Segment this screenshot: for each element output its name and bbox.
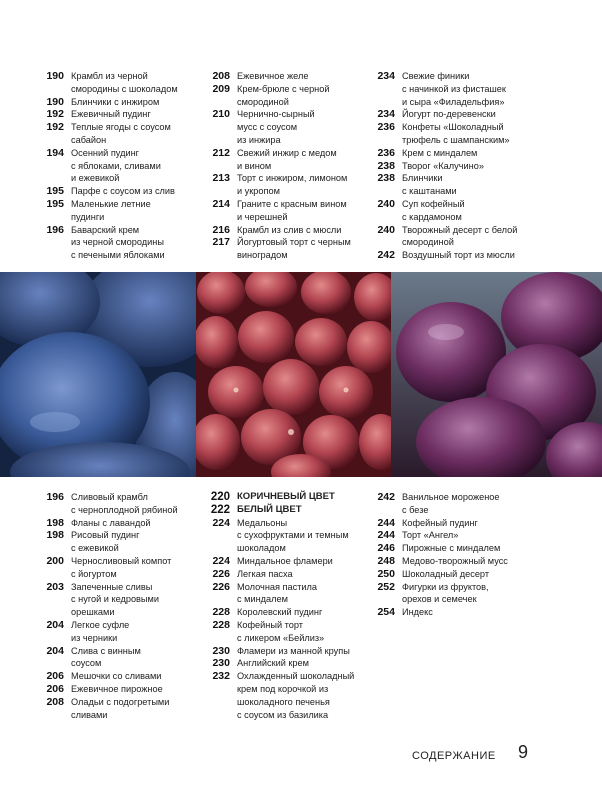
entry-page-number: 208 — [212, 70, 230, 82]
entry-title: Фигурки из фруктов, орехов и семечек — [402, 581, 489, 605]
entry-page-number: 230 — [212, 657, 230, 670]
toc-entry — [375, 198, 555, 224]
entry-page-number: 204 — [46, 618, 64, 631]
toc-entry — [375, 172, 555, 198]
entry-page-number: 222 — [210, 503, 230, 516]
entry-page-number: 192 — [46, 108, 64, 121]
entry-page-number: 244 — [377, 516, 395, 529]
entry-title: Ежевичное пирожное — [71, 683, 163, 694]
entry-page-number: 224 — [212, 554, 230, 567]
toc-entry — [44, 147, 204, 185]
section-heading — [210, 504, 370, 517]
entry-title: Свежие финики с начинкой из фисташек и сыра «Филадельфия» — [402, 71, 506, 107]
entry-page-number: 208 — [46, 695, 64, 708]
entry-title: Воздушный торт из мюсли — [402, 250, 515, 261]
toc-entry — [44, 491, 204, 517]
entry-page-number: 250 — [377, 567, 395, 580]
entry-page-number: 228 — [212, 606, 230, 619]
entry-page-number: 232 — [212, 670, 230, 683]
entry-page-number: 254 — [377, 606, 395, 619]
entry-page-number: 196 — [46, 223, 64, 236]
toc-entry — [210, 581, 370, 607]
entry-title: Легкое суфле из черники — [71, 619, 130, 643]
entry-page-number: 192 — [46, 121, 64, 134]
entry-title: Творог «Калучино» — [402, 160, 484, 171]
toc-entry — [44, 670, 204, 683]
entry-title: Йогуртовый торт с черным виноградом — [237, 237, 351, 261]
entry-page-number: 212 — [212, 146, 230, 159]
entry-title: Фланы с лавандой — [71, 517, 151, 528]
entry-title: Суп кофейный с кардамоном — [402, 198, 465, 222]
entry-page-number: 230 — [212, 644, 230, 657]
entry-page-number: 195 — [46, 185, 64, 198]
entry-page-number: 203 — [46, 580, 64, 593]
toc-entry — [375, 224, 555, 250]
entry-page-number: 246 — [377, 542, 395, 555]
entry-page-number: 236 — [377, 121, 395, 134]
entry-title: Английский крем — [237, 658, 309, 669]
entry-page-number: 210 — [212, 108, 230, 121]
entry-title: Охлажденный шоколадный крем под корочкой из шоколадного печенья с соусом из базилика — [237, 671, 355, 720]
entry-title: Мешочки со сливами — [71, 671, 162, 682]
entry-title: Торт с инжиром, лимоном и укропом — [237, 173, 348, 197]
entry-page-number: 198 — [46, 529, 64, 542]
entry-title: Фламери из манной крупы — [237, 645, 350, 656]
entry-title: Маленькие летние пудинги — [71, 198, 151, 222]
entry-title: Крем с миндалем — [402, 147, 478, 158]
entry-page-number: 226 — [212, 580, 230, 593]
photo-blue-plums — [0, 272, 196, 477]
entry-title: Пирожные с миндалем — [402, 543, 501, 554]
toc-entry — [44, 683, 204, 696]
toc-entry — [44, 121, 204, 147]
entry-title: Рисовый пудинг с ежевикой — [71, 530, 140, 554]
toc-entry — [375, 581, 555, 607]
toc-entry — [210, 568, 370, 581]
toc-entry — [44, 529, 204, 555]
entry-title: Ванильное мороженое с безе — [402, 492, 500, 515]
toc-entry — [210, 147, 370, 173]
photo-hazelnuts — [196, 272, 391, 477]
entry-page-number: 234 — [377, 70, 395, 82]
entry-title: Блинчики с каштанами — [402, 173, 457, 197]
entry-title: Парфе с соусом из слив — [71, 186, 175, 197]
entry-title: Творожный десерт с белой смородиной — [402, 224, 518, 248]
toc-entry — [44, 517, 204, 530]
entry-page-number: 236 — [377, 146, 395, 159]
entry-page-number: 252 — [377, 580, 395, 593]
entry-title: Торт «Ангел» — [402, 530, 459, 541]
toc-entry — [44, 555, 204, 581]
entry-page-number: 195 — [46, 197, 64, 210]
entry-page-number: 206 — [46, 682, 64, 695]
toc-entry — [210, 517, 370, 555]
entry-title: Конфеты «Шоколадный трюфель с шампанским» — [402, 122, 510, 145]
toc-entry — [44, 70, 204, 96]
toc-entry — [210, 606, 370, 619]
entry-title: Ежевичный пудинг — [71, 109, 151, 120]
toc-entry — [44, 108, 204, 121]
toc-entry — [375, 108, 555, 121]
toc-entry — [44, 185, 204, 198]
toc-entry — [44, 198, 204, 224]
entry-page-number: 220 — [210, 491, 230, 503]
toc-entry — [210, 670, 370, 721]
entry-title: Медово-творожный мусс — [402, 555, 508, 566]
entry-page-number: 213 — [212, 172, 230, 185]
toc-entry — [375, 147, 555, 160]
toc-entry — [210, 108, 370, 146]
entry-title: Крамбл из слив с мюсли — [237, 224, 342, 235]
photo-strip — [0, 272, 602, 477]
toc-entry — [375, 121, 555, 147]
entry-title: Крамбл из черной смородины с шоколадом — [71, 71, 178, 94]
entry-title: Ежевичное желе — [237, 71, 309, 81]
entry-title: Баварский крем из черной смородины с печеными яблоками — [71, 224, 165, 261]
toc-entry — [210, 172, 370, 198]
entry-title: Блинчики с инжиром — [71, 96, 160, 107]
entry-page-number: 190 — [46, 95, 64, 108]
entry-title: Крем-брюле с черной смородиной — [237, 83, 330, 107]
entry-title: Шоколадный десерт — [402, 568, 490, 579]
toc-entry — [375, 529, 555, 542]
page-number: 9 — [518, 742, 529, 762]
entry-page-number: 244 — [377, 529, 395, 542]
entry-page-number: 228 — [212, 618, 230, 631]
entry-title: Свежий инжир с медом и вином — [237, 147, 337, 171]
toc-entry — [210, 70, 370, 83]
entry-title: Слива с винным соусом — [71, 645, 141, 669]
toc-entry — [210, 619, 370, 645]
entry-title: Сливовый крамбл с черноплодной рябиной — [71, 492, 178, 515]
entry-title: Миндальное фламери — [237, 555, 333, 566]
toc-entry — [375, 491, 555, 517]
entry-page-number: 190 — [46, 70, 64, 82]
entry-page-number: 206 — [46, 670, 64, 683]
toc-entry — [375, 555, 555, 568]
toc-entry — [44, 645, 204, 671]
entry-title: КОРИЧНЕВЫЙ ЦВЕТ — [237, 491, 335, 502]
entry-title: Осенний пудинг с яблоками, сливами и ежевикой — [71, 147, 161, 184]
entry-title: Оладьи с подогретыми сливами — [71, 696, 170, 720]
entry-title: Черносливовый компот с йогуртом — [71, 555, 172, 579]
entry-title: Индекс — [402, 607, 433, 618]
toc-entry — [210, 198, 370, 224]
entry-title: Медальоны с сухофруктами и темным шоколадом — [237, 517, 349, 554]
toc-top-col-3 — [375, 70, 555, 262]
entry-page-number: 224 — [212, 516, 230, 529]
entry-title: Теплые ягоды с соусом сабайон — [71, 122, 171, 145]
toc-entry — [375, 249, 555, 262]
toc-entry — [210, 83, 370, 109]
entry-title: Чернично-сырный мусс с соусом из инжира — [237, 109, 315, 145]
entry-page-number: 217 — [212, 236, 230, 249]
toc-entry — [44, 696, 204, 722]
entry-page-number: 234 — [377, 108, 395, 121]
entry-page-number: 238 — [377, 159, 395, 172]
entry-title: Кофейный торт с ликером «Бейлиз» — [237, 619, 325, 643]
toc-entry — [375, 606, 555, 619]
toc-entry — [44, 224, 204, 262]
entry-page-number: 214 — [212, 197, 230, 210]
entry-title: Королевский пудинг — [237, 607, 323, 618]
entry-page-number: 196 — [46, 491, 64, 503]
toc-top-col-2 — [210, 70, 370, 262]
entry-title: Кофейный пудинг — [402, 517, 478, 528]
entry-title: Йогурт по-деревенски — [402, 109, 496, 120]
photo-purple-plums — [391, 272, 602, 477]
toc-bottom-col-1 — [44, 491, 204, 721]
entry-page-number: 209 — [212, 82, 230, 95]
toc-entry — [375, 160, 555, 173]
toc-entry — [210, 224, 370, 237]
entry-page-number: 242 — [377, 249, 395, 262]
entry-page-number: 240 — [377, 223, 395, 236]
section-heading — [210, 491, 370, 504]
toc-bottom-col-2 — [210, 491, 370, 721]
toc-top-col-1 — [44, 70, 204, 262]
entry-page-number: 226 — [212, 567, 230, 580]
entry-page-number: 204 — [46, 644, 64, 657]
section-label: СОДЕРЖАНИЕ — [412, 750, 496, 762]
toc-entry — [375, 70, 555, 108]
toc-bottom-col-3 — [375, 491, 555, 619]
toc-entry — [375, 517, 555, 530]
entry-page-number: 194 — [46, 146, 64, 159]
toc-entry — [210, 555, 370, 568]
entry-title: Молочная пастила с миндалем — [237, 581, 318, 605]
toc-entry — [210, 657, 370, 670]
toc-entry — [44, 581, 204, 619]
toc-entry — [210, 236, 370, 262]
entry-page-number: 200 — [46, 554, 64, 567]
entry-page-number: 216 — [212, 223, 230, 236]
entry-page-number: 198 — [46, 516, 64, 529]
toc-entry — [375, 542, 555, 555]
entry-title: Легкая пасха — [237, 568, 293, 579]
entry-page-number: 242 — [377, 491, 395, 503]
entry-title: Запеченные сливы с нугой и кедровыми орешками — [71, 581, 159, 618]
entry-page-number: 240 — [377, 197, 395, 210]
entry-title: Граните с красным вином и черешней — [237, 198, 347, 222]
entry-page-number: 248 — [377, 554, 395, 567]
toc-entry — [44, 96, 204, 109]
toc-entry — [375, 568, 555, 581]
toc-entry — [210, 645, 370, 658]
entry-title: БЕЛЫЙ ЦВЕТ — [237, 503, 302, 515]
entry-page-number: 238 — [377, 172, 395, 185]
toc-entry — [44, 619, 204, 645]
